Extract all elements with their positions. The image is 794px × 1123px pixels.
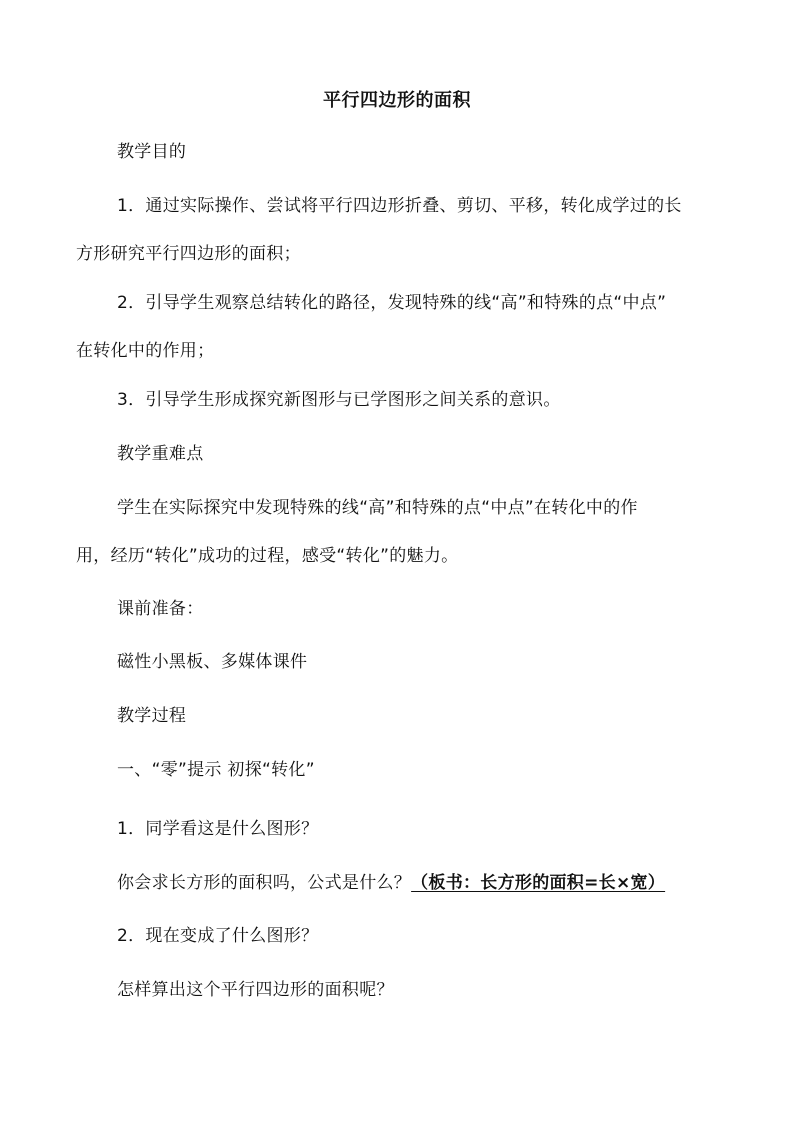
section-heading-objectives: 教学目的 xyxy=(117,142,187,162)
key-points-line-2: 用，经历“转化”成功的过程，感受“转化”的魅力。 xyxy=(76,546,459,566)
board-note: （板书：长方形的面积=长×宽） xyxy=(411,873,666,893)
section-heading-preparation: 课前准备： xyxy=(117,599,204,619)
preparation-materials: 磁性小黑板、多媒体课件 xyxy=(117,652,308,672)
objective-1-line-1: 1．通过实际操作、尝试将平行四边形折叠、剪切、平移，转化成学过的长 xyxy=(117,196,682,216)
objective-2-line-2: 在转化中的作用； xyxy=(76,341,215,361)
process-step-1-question xyxy=(117,871,665,895)
objective-1-line-2: 方形研究平行四边形的面积； xyxy=(76,244,301,264)
page-title: 平行四边形的面积 xyxy=(323,90,471,111)
process-part-1-heading: 一、“零”提示 初探“转化” xyxy=(117,760,315,780)
process-step-1: 1．同学看这是什么图形？ xyxy=(117,819,319,839)
process-step-2-question: 怎样算出这个平行四边形的面积呢？ xyxy=(117,980,394,1000)
objective-3: 3．引导学生形成探究新图形与已学图形之间关系的意识。 xyxy=(117,390,561,410)
section-heading-key-points: 教学重难点 xyxy=(117,444,204,464)
process-step-2: 2．现在变成了什么图形？ xyxy=(117,926,319,946)
section-heading-process: 教学过程 xyxy=(117,706,187,726)
key-points-line-1: 学生在实际探究中发现特殊的线“高”和特殊的点“中点”在转化中的作 xyxy=(117,498,638,518)
objective-2-line-1: 2．引导学生观察总结转化的路径，发现特殊的线“高”和特殊的点“中点” xyxy=(117,293,667,313)
question-text: 你会求长方形的面积吗，公式是什么？ xyxy=(117,873,412,893)
